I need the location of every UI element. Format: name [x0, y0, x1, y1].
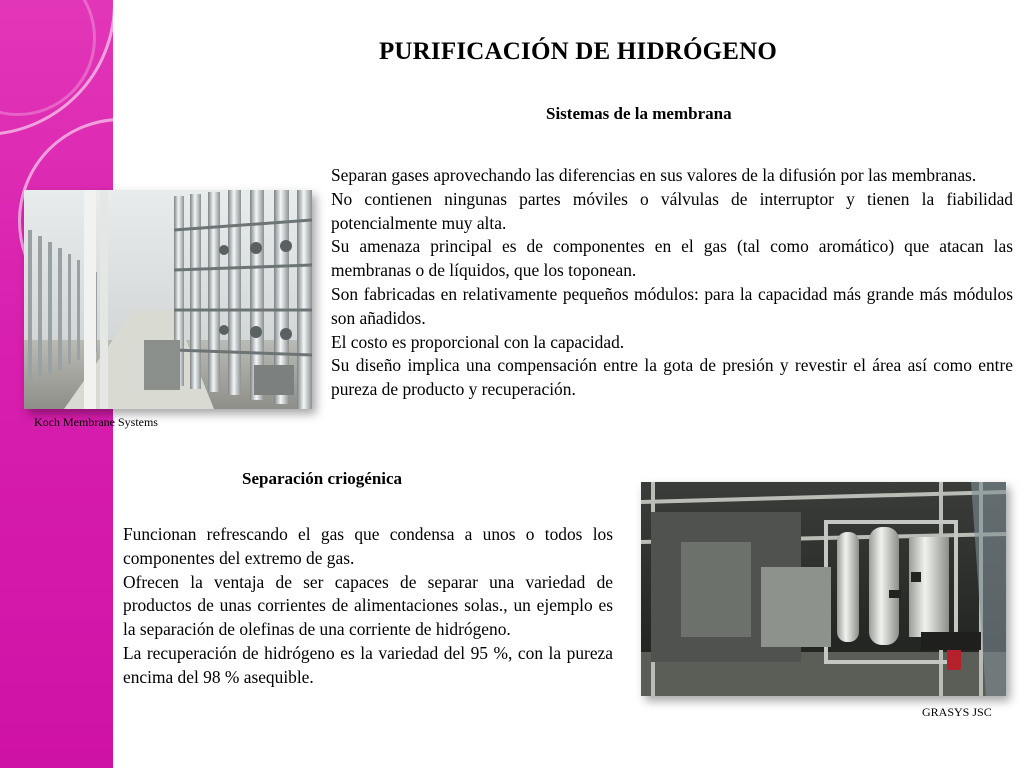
membrane-paragraph: El costo es proporcional con la capacidad. [331, 331, 625, 352]
membrane-photo-caption: Koch Membrane Systems [34, 415, 158, 429]
slide-title: PURIFICACIÓN DE HIDRÓGENO [378, 38, 778, 65]
cryogenic-paragraph: Funcionan refrescando el gas que condensa a unos o todos los componentes del extremo de gas. [123, 524, 613, 568]
cryogenic-text [123, 523, 613, 690]
cryogenic-photo-caption: GRASYS JSC [922, 705, 992, 719]
membrane-paragraph: Su diseño implica una compensación entre la gota de presión y revestir el área así como entre pureza de producto y recuperación. [331, 355, 1013, 400]
membrane-plant-photo [24, 190, 312, 409]
cryogenic-plant-illustration [641, 482, 1006, 696]
membrane-paragraph: Son fabricadas en relativamente pequeños módulos: para la capacidad más grande más módulos son añadidos. [331, 283, 1013, 328]
cryogenic-paragraph: La recuperación de hidrógeno es la variedad del 95 %, con la pureza encima del 98 % asequible. [123, 642, 613, 687]
membrane-plant-illustration [24, 190, 312, 409]
membrane-heading: Sistemas de la membrana [546, 104, 732, 123]
decorative-ring [0, 0, 96, 116]
cryogenic-heading: Separación criogénica [242, 469, 403, 488]
membrane-text [331, 164, 1013, 402]
membrane-paragraph: Separan gases aprovechando las diferencias en sus valores de la difusión por las membranas. [331, 165, 977, 185]
cryogenic-plant-photo [641, 482, 1006, 696]
cryogenic-paragraph: Ofrecen la ventaja de ser capaces de separar una variedad de productos de unas corrientes de alimentaciones solas., un ejemplo es la separación de olefinas de una corriente de hidrógeno. [123, 571, 613, 640]
membrane-paragraph: Su amenaza principal es de componentes en el gas (tal como aromático) que atacan las membranas o de líquidos, que los toponean. [331, 236, 1013, 281]
membrane-paragraph: No contienen ningunas partes móviles o válvulas de interruptor y tienen la fiabilidad potencialmente muy alta. [331, 188, 1013, 233]
